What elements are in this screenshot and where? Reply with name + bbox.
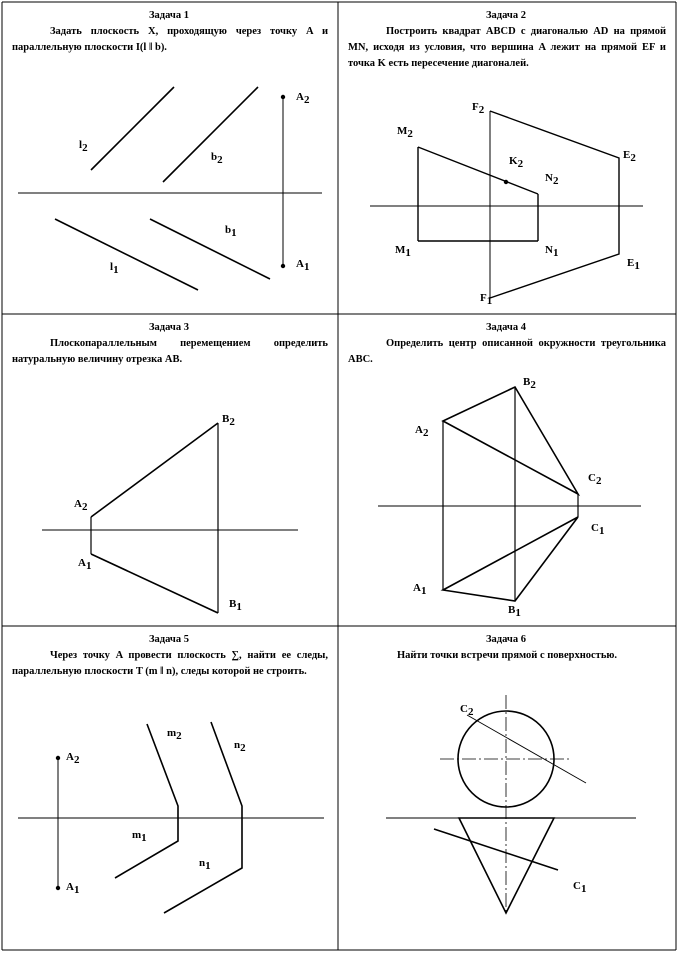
label-M2: M2 — [397, 125, 413, 140]
triangle-A2B2C2 — [443, 387, 578, 494]
task3-drawing — [42, 423, 298, 613]
task2-labels — [395, 101, 640, 307]
label-A2: A2 — [66, 751, 80, 766]
label-E1: E1 — [627, 257, 640, 272]
line-C2 — [467, 715, 586, 783]
line-m2 — [115, 724, 178, 878]
label-C2: C2 — [588, 472, 602, 487]
task1-text: Задать плоскость X, проходящую через точку A и параллельную плоскости I(l ǁ b). — [12, 26, 328, 53]
label-F2: F2 — [472, 101, 485, 116]
label-M1: M1 — [395, 244, 411, 259]
label-b2: b2 — [211, 151, 223, 166]
line-E2F2 — [490, 111, 619, 298]
label-m2: m2 — [167, 727, 182, 742]
label-C1: C1 — [591, 522, 605, 537]
task5-drawing — [18, 722, 324, 913]
task2-text: Построить квадрат ABCD с диагональю AD на прямой MN, исходя из условия, что вершина A лежит на прямой EF и точка K есть пересечение диагоналей. — [348, 26, 666, 69]
point-A2 — [281, 95, 285, 99]
label-A2: A2 — [296, 91, 310, 106]
point-A1 — [56, 886, 60, 890]
task3-text: Плоскопараллельным перемещением определить натуральную величину отрезка AB. — [12, 338, 328, 365]
label-B2: B2 — [222, 413, 235, 428]
label-A1: A1 — [296, 258, 310, 273]
task3-title: Задача 3 — [149, 322, 189, 333]
label-B2: B2 — [523, 376, 536, 391]
point-K2 — [504, 180, 508, 184]
label-A2: A2 — [74, 498, 88, 513]
label-B1: B1 — [508, 604, 521, 619]
line-C1 — [434, 829, 558, 870]
segment-A1B1 — [91, 554, 218, 613]
task6-text: Найти точки встречи прямой с поверхностью. — [396, 650, 618, 661]
label-n1: n1 — [199, 857, 211, 872]
label-n2: n2 — [234, 739, 246, 754]
point-A1 — [281, 264, 285, 268]
task1-drawing — [18, 87, 322, 290]
label-E2: E2 — [623, 149, 636, 164]
line-b2 — [163, 87, 258, 182]
triangle-A1B1C1 — [443, 517, 578, 601]
task5-title: Задача 5 — [149, 634, 189, 645]
label-l1: l1 — [110, 261, 119, 276]
task4-text: Определить центр описанной окружности треугольника ABC. — [348, 338, 666, 365]
label-A2: A2 — [415, 424, 429, 439]
task3-labels — [74, 413, 242, 613]
label-l2: l2 — [79, 139, 88, 154]
task5-labels — [66, 727, 246, 896]
label-A1: A1 — [66, 881, 80, 896]
label-A1: A1 — [78, 557, 92, 572]
task1-title: Задача 1 — [149, 10, 189, 21]
line-b1 — [150, 219, 270, 279]
label-C2: C2 — [460, 703, 474, 718]
label-C1: C1 — [573, 880, 587, 895]
cone-top-view — [459, 818, 554, 913]
task2-title: Задача 2 — [486, 10, 526, 21]
segment-A2B2 — [91, 423, 218, 517]
task6-drawing — [386, 695, 636, 915]
line-M2N2 — [418, 147, 538, 194]
task4-labels — [413, 376, 604, 619]
label-N1: N1 — [545, 244, 559, 259]
task4-title: Задача 4 — [486, 322, 526, 333]
label-A1: A1 — [413, 582, 427, 597]
label-F1: F1 — [480, 292, 493, 307]
line-l2 — [91, 87, 174, 170]
task5-text: Через точку A провести плоскость ∑, найти ее следы, параллельную плоскости T (m ǁ n), следы которой не строить. — [12, 650, 328, 677]
sheet-grid — [2, 2, 676, 950]
label-N2: N2 — [545, 172, 559, 187]
line-l1 — [55, 219, 198, 290]
point-A2 — [56, 756, 60, 760]
label-m1: m1 — [132, 829, 147, 844]
task6-title: Задача 6 — [486, 634, 526, 645]
task4-drawing — [378, 387, 641, 601]
label-K2: K2 — [509, 155, 524, 170]
label-B1: B1 — [229, 598, 242, 613]
label-b1: b1 — [225, 224, 237, 239]
